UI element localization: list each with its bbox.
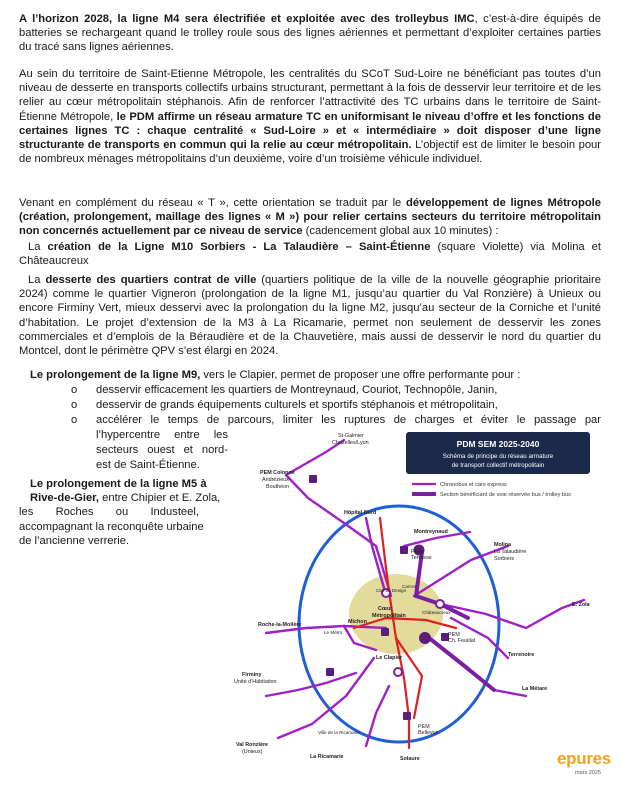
paragraph-lignes-metropole [19, 196, 601, 239]
place-label: PEM [418, 724, 430, 730]
paragraph-text: vers le Clapier, permet de proposer une offre performante pour : [200, 369, 521, 381]
paragraph-m5 [19, 477, 228, 548]
bullet-text: desservir efficacement les quartiers de Montreynaud, Couriot, Technopôle, Janin, [96, 384, 498, 396]
paragraph-bold: Le prolongement de la ligne M9, [30, 369, 201, 381]
place-label: Cœur [378, 606, 393, 612]
paragraph-contrat-ville [19, 273, 601, 358]
place-label: La Talaudière [494, 549, 527, 555]
paragraph-text: Industeel, [150, 506, 199, 519]
bullet-marker: o [71, 414, 78, 426]
map-subtitle: Schéma de principe du réseau armature [442, 453, 554, 460]
place-label: (Unieux) [242, 749, 263, 755]
paragraph-m9 [30, 368, 601, 382]
place-label: La Ricamarie [310, 754, 344, 760]
paragraph-text: (quartiers politique de la ville de la nouvelle géographie prioritaire 2024) comme le quartier Vigneron (prolongation de la ligne M1, jusqu’au quartier du Val Ronzière) à Unieux ou encore Firminy Vert, mieux desservi avec la prolongation du la ligne M2, jusqu’au secteur de la Corniche et l’unité d’habitation. Le projet d’extension de la M3 à La Ricamarie, permet non seulement de desservir les zones commerciales et d’emplois de la Béraudière et de la Chauvetière, mais aussi de desservir le nord du quartier du Montcel, dont le périmètre QPV s’est élargi en 2024. [19, 274, 601, 358]
paragraph-text: de l’ancienne verrerie. [19, 534, 130, 547]
place-label: Hôpital Nord [344, 510, 377, 516]
paragraph-text: Au sein du territoire de Saint-Etienne Métropole, les centralités du SCoT Sud-Loire ne bénéficiant pas toutes d’un niveau de desserte en transports collectifs urbains structurant, permettant à la fois de desservir leur territoire et de les relier au cœur métropolitain stéphanois. Afin de renforcer l’attractivité des TC urbains dans le territoire de Saint-Étienne Métropole, [19, 68, 601, 123]
paragraph-text: entre Chipier et E. Zola, [99, 492, 221, 505]
paragraph-text: Venant en complément du réseau « T », cette orientation se traduit par le [19, 197, 406, 209]
paragraph-bold: Le prolongement de la ligne M5 à [30, 478, 207, 490]
place-label: Ville de la Ricamarie [318, 730, 360, 735]
place-label: Le Métro [324, 630, 343, 635]
paragraph-bold: A l’horizon 2028, la ligne M4 sera électrifiée et exploitée avec des trolleybus IMC [19, 13, 475, 25]
place-label: Bouthéon [266, 484, 290, 490]
place-label: Châteaucreux [422, 610, 451, 615]
place-label: PEM [411, 549, 423, 555]
place-label: Molina [494, 542, 512, 548]
place-label: Cité du Design [376, 588, 407, 593]
paragraph-reseau-armature [19, 67, 601, 166]
map-subtitle: de transport collectif métropolitain [451, 462, 545, 469]
place-label: Solaure [400, 756, 420, 762]
legend-label: Section bénéficiant de voie réservée bus / trolley bus [440, 492, 571, 498]
paragraph-m4 [19, 12, 601, 55]
paragraph-text: L’objectif est de limiter le besoin pour de nombreux ménages métropolitains d’un deuxième, voire d’un troisième véhicule individuel. [19, 139, 601, 166]
list-item [71, 413, 601, 427]
bullet-continuation: est de Saint-Étienne. [96, 459, 200, 471]
paragraph-text: , c’est-à-dire équipés de batteries se rechargeant quand le trolley roule sous des lignes aériennes et permettant d’exploiter certaines parties du tracé sans lignes aériennes. [19, 13, 601, 54]
place-label: Michon [348, 619, 367, 625]
paragraph-text: La [28, 274, 46, 286]
map-title-box [406, 432, 590, 474]
paragraph-text: (square Violette) via Molina et Châteaucreux [19, 241, 602, 268]
map-legend [412, 482, 571, 498]
place-label: PEM [448, 632, 460, 638]
paragraph-bold: développement de lignes Métropole (création, prolongement, maillage des lignes « M ») pour relier certains secteurs du territoire métropolitain non concernés actuellement par ce niveau de service [19, 197, 601, 238]
list-item [71, 398, 601, 412]
paragraph-text: ou [115, 506, 129, 519]
place-label: Ch. Feuillat [448, 638, 476, 644]
paragraph-bold: le PDM affirme un réseau armature TC en uniformisant le niveau d’offre et les fonctions de certaines lignes TC : chaque centralité « Sud-Loire » et « intermédiaire » doit disposer d’une ligne structurante de transports en commun qui la relie au cœur métropolitain. [19, 110, 601, 152]
paragraph-text: Roches [55, 506, 94, 519]
place-label: Roche-la-Molière [258, 622, 302, 628]
bullet-marker: o [71, 399, 78, 411]
place-label: Carnot [402, 584, 416, 589]
bullet-continuation: secteurs ouest et nord- [96, 444, 228, 456]
place-label: Terrasse [411, 555, 432, 561]
paragraph-text: La [28, 241, 48, 253]
map-title: PDM SEM 2025-2040 [456, 439, 540, 449]
place-label: Bellevue [418, 730, 439, 736]
bullet-marker: o [71, 384, 78, 396]
paragraph-bold: desserte des quartiers contrat de ville [45, 274, 257, 286]
paragraph-text: les [19, 506, 34, 519]
network-map [226, 428, 606, 773]
place-label: La Métare [522, 686, 548, 692]
bullet-text: desservir de grands équipements culturels et sportifs stéphanois et métropolitain, [96, 399, 498, 411]
paragraph-text: (cadencement global aux 10 minutes) : [302, 225, 499, 238]
paragraph-bold: Rive-de-Gier, [30, 492, 100, 505]
logo-text: epures [557, 749, 611, 768]
paragraph-bold: création de la Ligne M10 Sorbiers - La Talaudière – Saint-Étienne [47, 241, 431, 253]
place-label: Terrenoire [508, 652, 535, 658]
bullet-text: accélérer le temps de parcours, limiter les ruptures de charges et éviter le passage par [96, 414, 601, 426]
place-label: Val Ronzière [236, 742, 269, 748]
footer-date: mars 2025 [575, 770, 601, 776]
place-label: E. Zola [572, 602, 590, 608]
place-label: St-Galmier [338, 433, 364, 439]
epures-logo [557, 749, 611, 769]
paragraph-m10 [19, 240, 601, 268]
place-label: Le Clapier [376, 655, 403, 661]
list-item [71, 383, 601, 397]
paragraph-text: accompagnant la reconquête urbaine [19, 520, 204, 533]
place-label: Sorbiers [494, 556, 515, 562]
bullet-continuation: l’hypercentre entre les [96, 429, 228, 441]
place-label: Andrézieux- [262, 477, 291, 483]
legend-label: Chronobus et cars express [440, 482, 507, 488]
place-label: Chazelles/Lyon [332, 440, 369, 446]
place-label: PEM Colonne [260, 470, 295, 476]
place-label: Unité d’Habitation [234, 679, 277, 685]
place-label: Montreynaud [414, 529, 448, 535]
place-label: Métropolitain [372, 613, 406, 619]
place-label: Firminy [242, 672, 262, 678]
